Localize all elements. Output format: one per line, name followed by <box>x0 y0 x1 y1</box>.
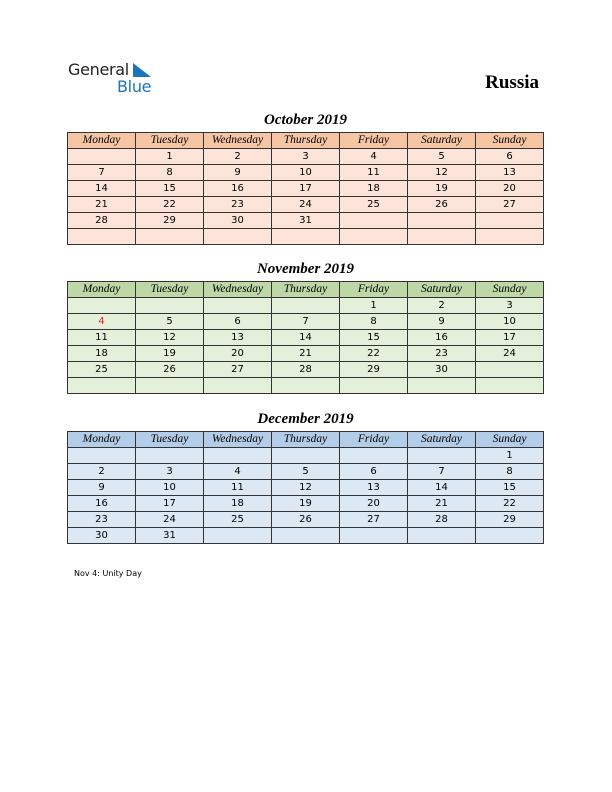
day-cell: 18 <box>204 496 272 512</box>
weekday-header: Tuesday <box>136 282 204 298</box>
day-cell <box>476 213 544 229</box>
day-cell: 11 <box>340 165 408 181</box>
weekday-header: Wednesday <box>204 282 272 298</box>
day-cell: 16 <box>408 330 476 346</box>
day-cell <box>408 528 476 544</box>
week-row <box>68 330 544 346</box>
day-cell <box>476 378 544 394</box>
day-cell: 4 <box>204 464 272 480</box>
month-november <box>67 260 544 394</box>
day-cell <box>408 229 476 245</box>
week-row <box>68 378 544 394</box>
weekday-header-row <box>68 133 544 149</box>
day-cell <box>408 378 476 394</box>
day-cell: 11 <box>68 330 136 346</box>
day-cell: 27 <box>340 512 408 528</box>
day-cell: 1 <box>476 448 544 464</box>
day-cell: 10 <box>272 165 340 181</box>
day-cell: 29 <box>340 362 408 378</box>
holiday-note: Nov 4: Unity Day <box>74 569 142 578</box>
day-cell: 30 <box>204 213 272 229</box>
day-cell <box>272 378 340 394</box>
day-cell: 8 <box>476 464 544 480</box>
day-cell: 30 <box>408 362 476 378</box>
day-cell <box>272 298 340 314</box>
day-cell: 31 <box>272 213 340 229</box>
weekday-header: Sunday <box>476 133 544 149</box>
day-cell <box>340 229 408 245</box>
day-cell: 22 <box>136 197 204 213</box>
day-cell: 20 <box>476 181 544 197</box>
day-cell: 28 <box>68 213 136 229</box>
weekday-header: Thursday <box>272 133 340 149</box>
logo-word-blue: Blue <box>117 77 152 96</box>
weekday-header-row <box>68 432 544 448</box>
day-cell: 2 <box>204 149 272 165</box>
day-cell: 17 <box>476 330 544 346</box>
month-october <box>67 111 544 245</box>
week-row <box>68 149 544 165</box>
day-cell <box>68 448 136 464</box>
day-cell: 4 <box>340 149 408 165</box>
day-cell: 7 <box>272 314 340 330</box>
day-cell: 1 <box>136 149 204 165</box>
day-cell: 7 <box>68 165 136 181</box>
day-cell: 11 <box>204 480 272 496</box>
day-cell: 30 <box>68 528 136 544</box>
week-row <box>68 362 544 378</box>
weekday-header-row <box>68 282 544 298</box>
day-cell: 16 <box>204 181 272 197</box>
day-cell: 5 <box>136 314 204 330</box>
day-cell: 16 <box>68 496 136 512</box>
day-cell: 20 <box>340 496 408 512</box>
day-cell <box>408 213 476 229</box>
weekday-header: Wednesday <box>204 133 272 149</box>
calendar-table <box>67 281 544 394</box>
day-cell: 24 <box>136 512 204 528</box>
day-cell: 25 <box>68 362 136 378</box>
week-row <box>68 346 544 362</box>
week-row <box>68 496 544 512</box>
generalblue-logo <box>68 60 168 96</box>
day-cell: 8 <box>340 314 408 330</box>
day-cell <box>204 229 272 245</box>
day-cell: 27 <box>204 362 272 378</box>
day-cell: 2 <box>408 298 476 314</box>
day-cell: 24 <box>476 346 544 362</box>
day-cell <box>476 362 544 378</box>
day-cell: 6 <box>340 464 408 480</box>
day-cell: 26 <box>272 512 340 528</box>
day-cell: 19 <box>136 346 204 362</box>
calendar-table <box>67 431 544 544</box>
day-cell: 12 <box>408 165 476 181</box>
day-cell: 23 <box>68 512 136 528</box>
day-cell: 25 <box>204 512 272 528</box>
day-cell: 14 <box>68 181 136 197</box>
day-cell <box>272 528 340 544</box>
day-cell: 19 <box>408 181 476 197</box>
day-cell: 21 <box>408 496 476 512</box>
day-cell: 28 <box>408 512 476 528</box>
weekday-header: Wednesday <box>204 432 272 448</box>
day-cell: 17 <box>136 496 204 512</box>
day-cell: 15 <box>136 181 204 197</box>
month-title: December 2019 <box>257 411 354 427</box>
day-cell: 13 <box>204 330 272 346</box>
day-cell <box>68 298 136 314</box>
week-row <box>68 298 544 314</box>
day-cell: 14 <box>408 480 476 496</box>
holiday-day-cell: 4 <box>68 314 136 330</box>
day-cell <box>340 528 408 544</box>
day-cell <box>204 378 272 394</box>
week-row <box>68 229 544 245</box>
day-cell: 18 <box>340 181 408 197</box>
week-row <box>68 213 544 229</box>
week-row <box>68 480 544 496</box>
day-cell: 8 <box>136 165 204 181</box>
day-cell <box>136 229 204 245</box>
week-row <box>68 197 544 213</box>
day-cell: 23 <box>408 346 476 362</box>
day-cell: 10 <box>476 314 544 330</box>
day-cell <box>408 448 476 464</box>
weekday-header: Sunday <box>476 432 544 448</box>
day-cell: 22 <box>340 346 408 362</box>
month-title: November 2019 <box>256 261 355 277</box>
day-cell: 9 <box>204 165 272 181</box>
day-cell: 24 <box>272 197 340 213</box>
day-cell: 13 <box>340 480 408 496</box>
day-cell <box>476 528 544 544</box>
weekday-header: Thursday <box>272 282 340 298</box>
week-row <box>68 528 544 544</box>
weekday-header: Monday <box>68 133 136 149</box>
day-cell: 9 <box>68 480 136 496</box>
weekday-header: Saturday <box>408 282 476 298</box>
day-cell: 26 <box>136 362 204 378</box>
day-cell <box>272 229 340 245</box>
day-cell: 5 <box>408 149 476 165</box>
weekday-header: Monday <box>68 432 136 448</box>
day-cell: 3 <box>476 298 544 314</box>
day-cell: 21 <box>272 346 340 362</box>
day-cell <box>340 378 408 394</box>
weekday-header: Sunday <box>476 282 544 298</box>
day-cell: 25 <box>340 197 408 213</box>
weekday-header: Tuesday <box>136 432 204 448</box>
week-row <box>68 314 544 330</box>
week-row <box>68 181 544 197</box>
day-cell: 1 <box>340 298 408 314</box>
day-cell: 6 <box>204 314 272 330</box>
day-cell: 23 <box>204 197 272 213</box>
day-cell: 29 <box>476 512 544 528</box>
day-cell <box>68 229 136 245</box>
day-cell: 20 <box>204 346 272 362</box>
day-cell: 15 <box>340 330 408 346</box>
day-cell: 7 <box>408 464 476 480</box>
month-title: October 2019 <box>264 112 347 128</box>
day-cell: 17 <box>272 181 340 197</box>
day-cell: 2 <box>68 464 136 480</box>
day-cell: 21 <box>68 197 136 213</box>
day-cell: 18 <box>68 346 136 362</box>
week-row <box>68 512 544 528</box>
day-cell <box>340 213 408 229</box>
day-cell: 6 <box>476 149 544 165</box>
day-cell <box>272 448 340 464</box>
month-december <box>67 410 544 544</box>
weekday-header: Tuesday <box>136 133 204 149</box>
weekday-header: Saturday <box>408 133 476 149</box>
day-cell <box>68 378 136 394</box>
calendar-table <box>67 132 544 245</box>
day-cell <box>340 448 408 464</box>
weekday-header: Friday <box>340 282 408 298</box>
day-cell: 31 <box>136 528 204 544</box>
day-cell: 14 <box>272 330 340 346</box>
day-cell <box>476 229 544 245</box>
country-title: Russia <box>485 72 539 93</box>
weekday-header: Monday <box>68 282 136 298</box>
weekday-header: Thursday <box>272 432 340 448</box>
day-cell: 9 <box>408 314 476 330</box>
day-cell <box>136 298 204 314</box>
day-cell <box>136 448 204 464</box>
day-cell: 3 <box>272 149 340 165</box>
day-cell: 5 <box>272 464 340 480</box>
day-cell <box>204 528 272 544</box>
day-cell <box>68 149 136 165</box>
day-cell: 26 <box>408 197 476 213</box>
day-cell: 13 <box>476 165 544 181</box>
logo-word-general: General <box>68 60 129 79</box>
day-cell: 27 <box>476 197 544 213</box>
day-cell: 10 <box>136 480 204 496</box>
day-cell <box>204 448 272 464</box>
week-row <box>68 448 544 464</box>
day-cell: 19 <box>272 496 340 512</box>
weekday-header: Friday <box>340 432 408 448</box>
day-cell: 29 <box>136 213 204 229</box>
day-cell: 22 <box>476 496 544 512</box>
day-cell: 15 <box>476 480 544 496</box>
day-cell: 28 <box>272 362 340 378</box>
week-row <box>68 464 544 480</box>
day-cell: 12 <box>136 330 204 346</box>
day-cell: 3 <box>136 464 204 480</box>
day-cell: 12 <box>272 480 340 496</box>
weekday-header: Saturday <box>408 432 476 448</box>
week-row <box>68 165 544 181</box>
day-cell <box>136 378 204 394</box>
day-cell <box>204 298 272 314</box>
weekday-header: Friday <box>340 133 408 149</box>
